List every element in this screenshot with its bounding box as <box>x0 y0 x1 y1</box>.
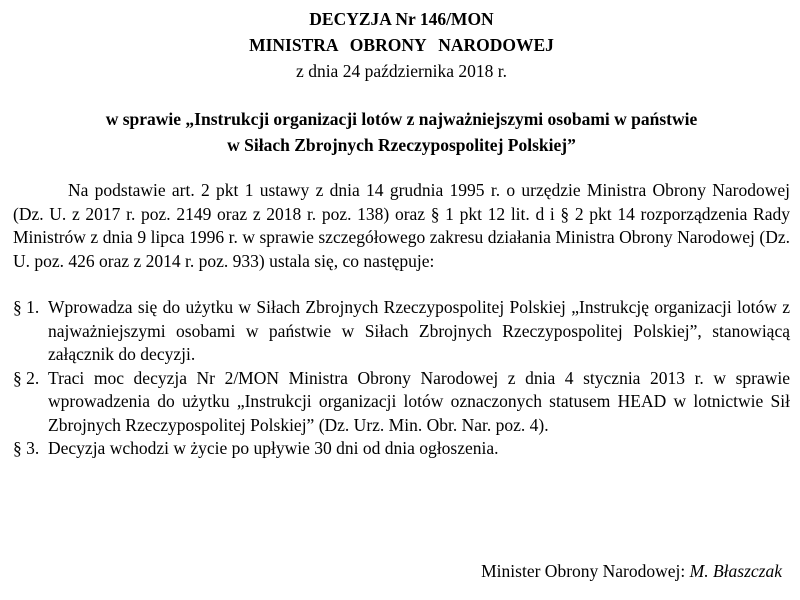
subject-line-1: w sprawie „Instrukcji organizacji lotów z najważniejszymi osobami w państwie <box>105 109 698 129</box>
sections-list <box>13 296 790 461</box>
section-text-2: Traci moc decyzja Nr 2/MON Ministra Obrony Narodowej z dnia 4 stycznia 2013 r. w sprawie wprowadzenia do użytku „Instrukcji organizacji lotów oznaczonych statusem HEAD w lotnictwie Sił Zbrojnych Rzeczypospolitej Polskiej” (Dz. Urz. Min. Obr. Nar. poz. 4). <box>48 367 790 435</box>
signature-label: Minister Obrony Narodowej: <box>481 561 686 581</box>
section-marker-1: § 1. <box>13 297 40 317</box>
signature-name: M. Błaszczak <box>689 561 782 581</box>
section-marker-2: § 2. <box>13 367 40 388</box>
section-paragraph-2 <box>13 367 790 438</box>
section-marker-3: § 3. <box>13 438 40 458</box>
document-heading <box>13 6 790 85</box>
document-subject <box>13 106 790 158</box>
signature-line <box>481 560 782 584</box>
section-text-1: Wprowadza się do użytku w Siłach Zbrojnych Rzeczypospolitej Polskiej „Instrukcję organizacji lotów z najważniejszymi osobami w państwie w Siłach Zbrojnych Rzeczypospolitej Polskiej”, stanowiącą załącznik do decyzji. <box>48 297 790 364</box>
document-title: DECYZJA Nr 146/MON <box>309 9 494 29</box>
document-issuer: MINISTRA OBRONY NARODOWEJ <box>249 35 554 55</box>
section-paragraph-1 <box>13 296 790 367</box>
section-text-3: Decyzja wchodzi w życie po upływie 30 dni od dnia ogłoszenia. <box>48 438 499 458</box>
document-date: z dnia 24 października 2018 r. <box>296 61 507 81</box>
section-paragraph-3 <box>13 437 790 461</box>
preamble-paragraph: Na podstawie art. 2 pkt 1 ustawy z dnia 14 grudnia 1995 r. o urzędzie Ministra Obrony Narodowej (Dz. U. z 2017 r. poz. 2149 oraz z 2018 r. poz. 138) oraz § 1 pkt 12 lit. d i § 2 pkt 14 rozporządzenia Rady Ministrów z dnia 9 lipca 1996 r. w sprawie szczegółowego zakresu działania Ministra Obrony Narodowej (Dz. U. poz. 426 oraz z 2014 r. poz. 933) ustala się, co następuje: <box>13 180 790 271</box>
subject-line-2: w Siłach Zbrojnych Rzeczypospolitej Polskiej” <box>227 135 576 155</box>
